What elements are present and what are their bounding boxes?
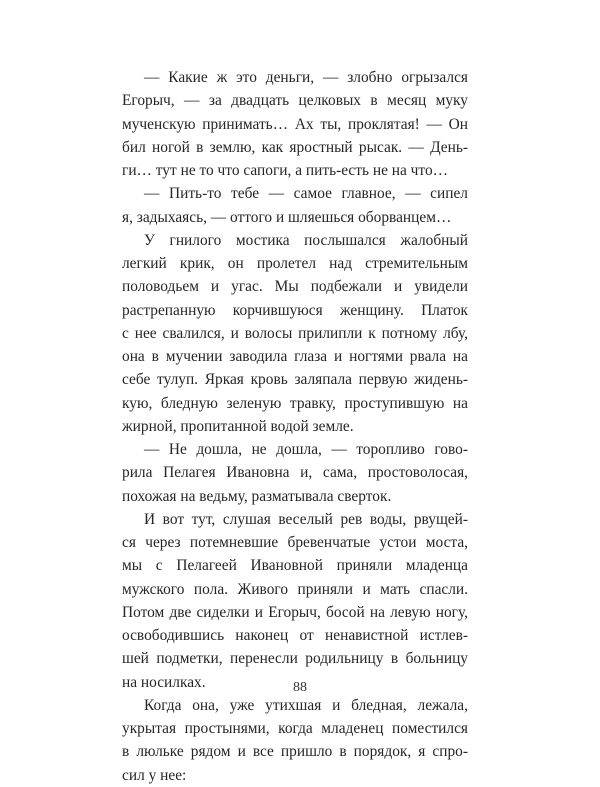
text-line: Потом две сиделки и Егорыч, босой на левую ногу, xyxy=(122,603,468,621)
page-number: 88 xyxy=(293,680,307,695)
text-line: освободившись наконец от ненавистной истлев- xyxy=(122,627,468,644)
paragraph xyxy=(122,694,468,787)
text-line: — Какие ж это деньги, — злобно огрызался xyxy=(144,69,468,86)
text-line: У гнилого мостика послышался жалобный xyxy=(144,231,468,249)
text-line: рила Пелагея Ивановна и, сама, простоволосая, xyxy=(122,464,468,482)
text-line: — Не дошла, не дошла, — торопливо гово- xyxy=(144,441,468,458)
text-line: укрытая простынями, когда младенец поместился xyxy=(122,720,468,737)
paragraph xyxy=(122,229,468,438)
text-line: половодьем и угас. Мы подбежали и увидели xyxy=(122,278,468,296)
paragraph xyxy=(122,508,468,694)
text-line: она в мучении заводила глаза и ногтями рвала на xyxy=(122,348,468,365)
text-line: ся через потемневшие бревенчатые устои моста, xyxy=(122,534,468,551)
text-line: И вот тут, слушая веселый рев воды, рвущей- xyxy=(144,510,468,528)
text-line: — Пить-то тебе — самое главное, — сипел xyxy=(144,185,468,203)
text-line: мученскую принимать… Ах ты, проклятая! — Он xyxy=(122,115,468,133)
text-line: я, задыхаясь, — оттого и шляешься оборванцем… xyxy=(122,208,452,226)
text-line: бил ногой в землю, как яростный рысак. — День- xyxy=(122,138,468,156)
text-line: себе тулуп. Яркая кровь заляпала первую жидень- xyxy=(122,371,468,389)
body-text xyxy=(122,66,468,787)
text-line: мы с Пелагеей Ивановной приняли младенца xyxy=(122,557,468,575)
text-line: в люльке рядом и все пришло в порядок, я спро- xyxy=(122,743,468,761)
text-line: с нее свалился, и волосы прилипли к потному лбу, xyxy=(122,324,468,342)
text-line: на носилках. xyxy=(122,673,206,691)
text-line: похожая на ведьму, разматывала сверток. xyxy=(122,487,392,505)
text-line: ги… тут не то что сапоги, а пить-есть не на что… xyxy=(122,162,449,179)
text-line: Когда она, уже утихшая и бледная, лежала, xyxy=(144,696,468,714)
paragraph xyxy=(122,438,468,508)
text-line: шей подметки, перенесли родильницу в больницу xyxy=(122,650,468,668)
text-line: мужского пола. Живого приняли и мать спасли. xyxy=(122,580,468,598)
text-line: кую, бледную зеленую травку, проступившую на xyxy=(122,394,468,412)
text-line: легкий крик, он пролетел над стремительным xyxy=(122,255,468,272)
text-line: Егорыч, — за двадцать целковых в месяц муку xyxy=(122,92,468,110)
text-line: сил у нее: xyxy=(122,766,187,784)
paragraph xyxy=(122,182,468,229)
text-line: жирной, пропитанной водой земле. xyxy=(122,417,354,435)
text-line: растрепанную корчившуюся женщину. Платок xyxy=(122,301,468,319)
paragraph xyxy=(122,66,468,182)
